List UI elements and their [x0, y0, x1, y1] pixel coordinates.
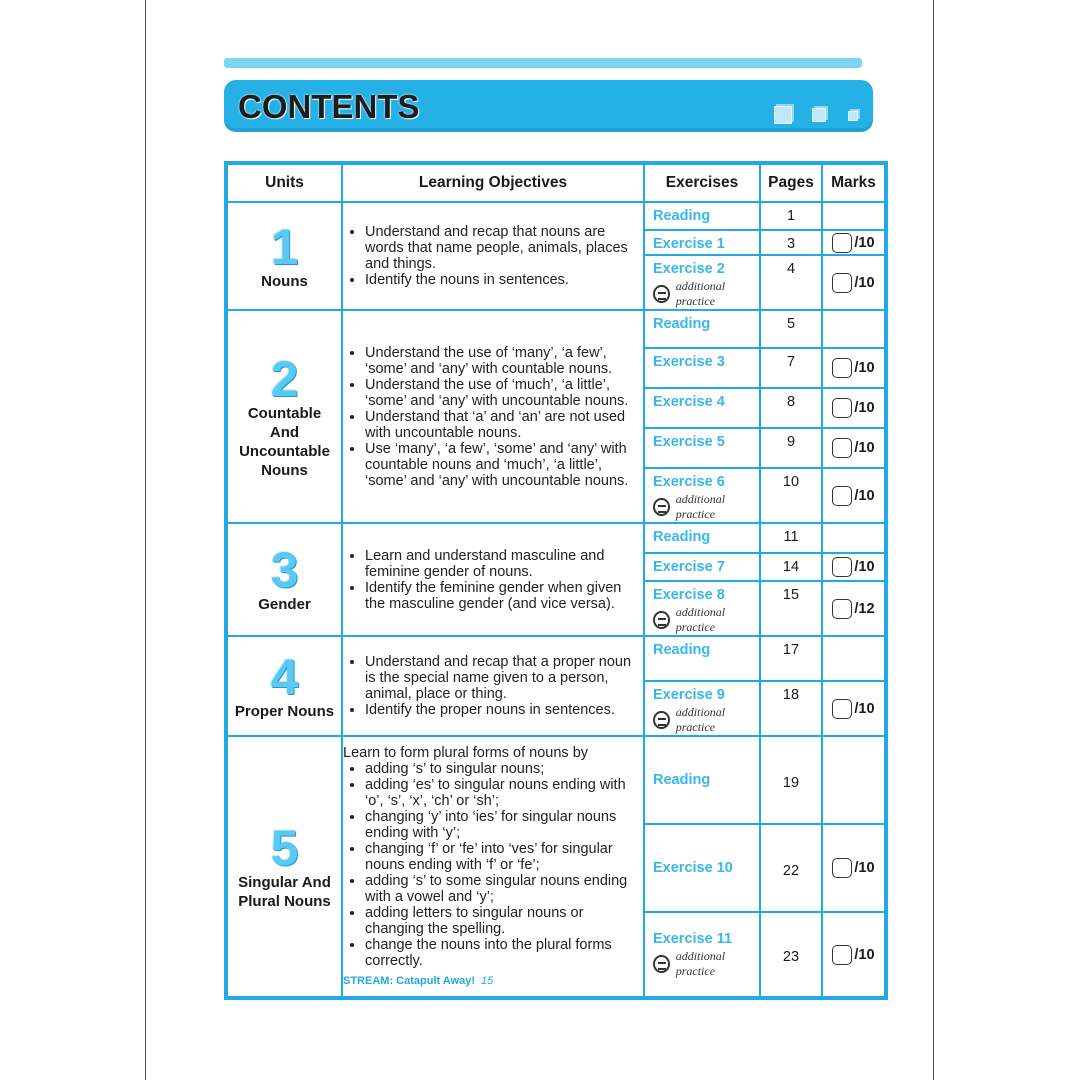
page-number: 5 — [760, 310, 822, 348]
objective-item: • Understand and recap that a proper noun is the special name given to a person, animal, place or thing. — [365, 654, 643, 702]
table-header-row — [226, 163, 886, 202]
marks-cell — [822, 348, 886, 388]
exercise-link[interactable]: Reading — [653, 208, 711, 224]
page-number: 22 — [760, 824, 822, 912]
exercise-cell[interactable] — [644, 581, 760, 636]
exercise-link[interactable]: Exercise 5 — [653, 434, 725, 450]
cube-decor-icon — [812, 108, 826, 122]
cube-decor-icon — [774, 106, 792, 124]
exercise-link[interactable]: Exercise 7 — [653, 559, 725, 575]
cube-decor-icon — [848, 111, 858, 121]
page-number: 8 — [760, 388, 822, 428]
marks-total: /10 — [854, 558, 875, 575]
marks-total: /10 — [854, 439, 875, 456]
marks-cell — [822, 202, 886, 230]
unit-number: 1 — [270, 218, 299, 275]
contents-header — [224, 80, 873, 132]
marks-cell — [822, 523, 886, 553]
marks-total: /10 — [854, 359, 875, 376]
marks-checkbox[interactable] — [832, 233, 852, 253]
exercise-cell[interactable] — [644, 912, 760, 998]
page-number: 4 — [760, 255, 822, 310]
objective-item: • change the nouns into the plural forms correctly. — [365, 937, 643, 969]
page-number: 14 — [760, 553, 822, 581]
objective-item: • changing ‘y’ into ‘ies’ for singular nouns ending with ‘y’; — [365, 809, 643, 841]
objectives-list — [343, 548, 643, 612]
marks-checkbox[interactable] — [832, 273, 852, 293]
header-exercises: Exercises — [644, 163, 760, 202]
objective-item: • adding ‘es’ to singular nouns ending with ‘o’, ‘s’, ‘x’, ‘ch’ or ‘sh’; — [365, 777, 643, 809]
page-number: 17 — [760, 636, 822, 681]
stream-note — [343, 973, 643, 989]
marks-cell — [822, 553, 886, 581]
additional-practice — [653, 605, 759, 635]
unit-name: Countable And Uncountable Nouns — [239, 404, 330, 479]
additional-practice-label: additional practice — [675, 605, 726, 634]
practice-icon — [653, 711, 670, 729]
marks-cell — [822, 230, 886, 255]
marks-cell — [822, 636, 886, 681]
objectives-list — [343, 761, 643, 969]
additional-practice-label: additional practice — [675, 492, 726, 521]
header-marks: Marks — [822, 163, 886, 202]
additional-practice — [653, 492, 759, 522]
marks-total: /10 — [854, 399, 875, 416]
additional-practice — [653, 279, 759, 309]
exercise-cell[interactable] — [644, 681, 760, 736]
marks-checkbox[interactable] — [832, 398, 852, 418]
marks-checkbox[interactable] — [832, 945, 852, 965]
exercise-link[interactable]: Exercise 1 — [653, 236, 725, 252]
practice-icon — [653, 285, 670, 303]
objective-item: • Understand that ‘a’ and ‘an’ are not used with uncountable nouns. — [365, 409, 643, 441]
practice-icon — [653, 955, 670, 973]
marks-cell — [822, 912, 886, 998]
unit-name: Nouns — [261, 272, 308, 290]
header-pages: Pages — [760, 163, 822, 202]
exercise-link[interactable]: Exercise 3 — [653, 354, 725, 370]
unit-number: 3 — [270, 542, 299, 598]
exercise-link[interactable]: Exercise 9 — [653, 687, 725, 703]
marks-total: /10 — [854, 234, 875, 251]
page-number: 9 — [760, 428, 822, 468]
marks-cell — [822, 581, 886, 636]
objective-item: • Understand the use of ‘much’, ‘a little’, ‘some’ and ‘any’ with uncountable nouns. — [365, 377, 643, 409]
page-number: 1 — [760, 202, 822, 230]
exercise-cell[interactable] — [644, 636, 760, 681]
contents-table — [224, 161, 888, 1000]
exercise-link[interactable]: Exercise 6 — [653, 474, 725, 490]
marks-total: /10 — [854, 700, 875, 717]
unit-cell — [226, 736, 342, 998]
unit-number: 4 — [270, 648, 299, 705]
stream-page: 15 — [481, 974, 494, 987]
exercise-cell[interactable] — [644, 348, 760, 388]
marks-total: /10 — [854, 487, 875, 504]
additional-practice — [653, 705, 759, 735]
page-number: 7 — [760, 348, 822, 388]
objective-item: • Identify the feminine gender when given the masculine gender (and vice versa). — [365, 580, 643, 612]
marks-checkbox[interactable] — [832, 486, 852, 506]
objective-item: • Understand the use of ‘many’, ‘a few’, ‘some’ and ‘any’ with countable nouns. — [365, 345, 643, 377]
additional-practice-label: additional practice — [675, 948, 726, 978]
marks-checkbox[interactable] — [832, 358, 852, 378]
exercise-cell[interactable] — [644, 523, 760, 553]
unit-name: Proper Nouns — [234, 702, 335, 720]
objectives-cell — [342, 636, 644, 736]
objectives-cell — [342, 736, 644, 998]
marks-cell — [822, 428, 886, 468]
marks-cell — [822, 824, 886, 912]
marks-cell — [822, 736, 886, 824]
unit-number: 5 — [270, 819, 299, 876]
objectives-list — [343, 654, 643, 718]
objective-item: • adding ‘s’ to singular nouns; — [365, 761, 643, 777]
objectives-list — [343, 345, 643, 489]
objectives-cell — [342, 523, 644, 636]
exercise-link[interactable]: Reading — [653, 529, 711, 545]
stream-label: STREAM: Catapult Away! — [343, 974, 476, 987]
objective-item: • Understand and recap that nouns are words that name people, animals, places and things. — [365, 224, 643, 272]
marks-cell — [822, 468, 886, 523]
marks-cell — [822, 388, 886, 428]
page-number: 15 — [760, 581, 822, 636]
page-number: 19 — [760, 736, 822, 824]
unit-cell — [226, 310, 342, 523]
header-objectives: Learning Objectives — [342, 163, 644, 202]
header-units: Units — [226, 163, 342, 202]
unit-cell — [226, 636, 342, 736]
additional-practice-label: additional practice — [675, 705, 726, 734]
table-row — [226, 310, 886, 348]
exercise-link[interactable]: Exercise 11 — [653, 930, 733, 947]
exercise-link[interactable]: Reading — [653, 642, 711, 658]
objectives-cell — [342, 202, 644, 310]
objective-item: • Identify the proper nouns in sentences. — [365, 702, 643, 718]
page-number: 23 — [760, 912, 822, 998]
practice-icon — [653, 611, 670, 629]
marks-checkbox[interactable] — [832, 599, 852, 619]
objective-item: • Learn and understand masculine and feminine gender of nouns. — [365, 548, 643, 580]
objective-item: • adding letters to singular nouns or changing the spelling. — [365, 905, 643, 937]
page-number: 11 — [760, 523, 822, 553]
exercise-cell[interactable] — [644, 468, 760, 523]
unit-name: Gender — [258, 596, 311, 613]
marks-checkbox[interactable] — [832, 699, 852, 719]
practice-icon — [653, 498, 670, 516]
objectives-cell — [342, 310, 644, 523]
objective-item: • Use ‘many’, ‘a few’, ‘some’ and ‘any’ with countable nouns and ‘much’, ‘a little’, ‘some’ and ‘any’ with uncountable nouns. — [365, 441, 643, 489]
objectives-list — [343, 224, 643, 288]
additional-practice-label: additional practice — [675, 279, 726, 308]
exercise-cell[interactable] — [644, 388, 760, 428]
page-number: 18 — [760, 681, 822, 736]
exercise-cell[interactable] — [644, 428, 760, 468]
exercise-link[interactable]: Exercise 10 — [653, 860, 733, 876]
additional-practice — [653, 949, 759, 979]
marks-cell — [822, 255, 886, 310]
table-row — [226, 523, 886, 553]
exercise-cell[interactable] — [644, 255, 760, 310]
marks-cell — [822, 310, 886, 348]
objective-item: • Identify the nouns in sentences. — [365, 272, 643, 288]
objective-item: • adding ‘s’ to some singular nouns ending with a vowel and ‘y’; — [365, 873, 643, 905]
marks-total: /10 — [854, 946, 875, 963]
exercise-link[interactable]: Exercise 2 — [653, 261, 725, 277]
marks-cell — [822, 681, 886, 736]
exercise-cell[interactable] — [644, 736, 760, 824]
page-title: CONTENTS — [238, 88, 420, 125]
marks-total: /10 — [854, 274, 875, 291]
table-row — [226, 202, 886, 230]
marks-checkbox[interactable] — [832, 858, 852, 878]
objectives-intro: Learn to form plural forms of nouns by — [343, 744, 589, 761]
page-number: 10 — [760, 468, 822, 523]
objective-item: • changing ‘f’ or ‘fe’ into ‘ves’ for singular nouns ending with ‘f’ or ‘fe’; — [365, 841, 643, 873]
top-decor-bar — [224, 58, 862, 68]
exercise-link[interactable]: Reading — [653, 772, 711, 788]
table-row — [226, 636, 886, 681]
table-row — [226, 736, 886, 824]
marks-checkbox[interactable] — [832, 438, 852, 458]
unit-name: Singular And Plural Nouns — [238, 873, 331, 910]
unit-number: 2 — [270, 350, 299, 407]
page-number: 3 — [760, 230, 822, 255]
unit-cell — [226, 202, 342, 310]
exercise-cell[interactable] — [644, 553, 760, 581]
exercise-cell[interactable] — [644, 230, 760, 255]
exercise-cell[interactable] — [644, 202, 760, 230]
exercise-link[interactable]: Reading — [653, 316, 711, 332]
exercise-link[interactable]: Exercise 4 — [653, 394, 725, 410]
exercise-cell[interactable] — [644, 310, 760, 348]
marks-checkbox[interactable] — [832, 557, 852, 577]
exercise-link[interactable]: Exercise 8 — [653, 587, 725, 603]
unit-cell — [226, 523, 342, 636]
marks-total: /12 — [854, 600, 875, 617]
exercise-cell[interactable] — [644, 824, 760, 912]
marks-total: /10 — [854, 859, 875, 876]
